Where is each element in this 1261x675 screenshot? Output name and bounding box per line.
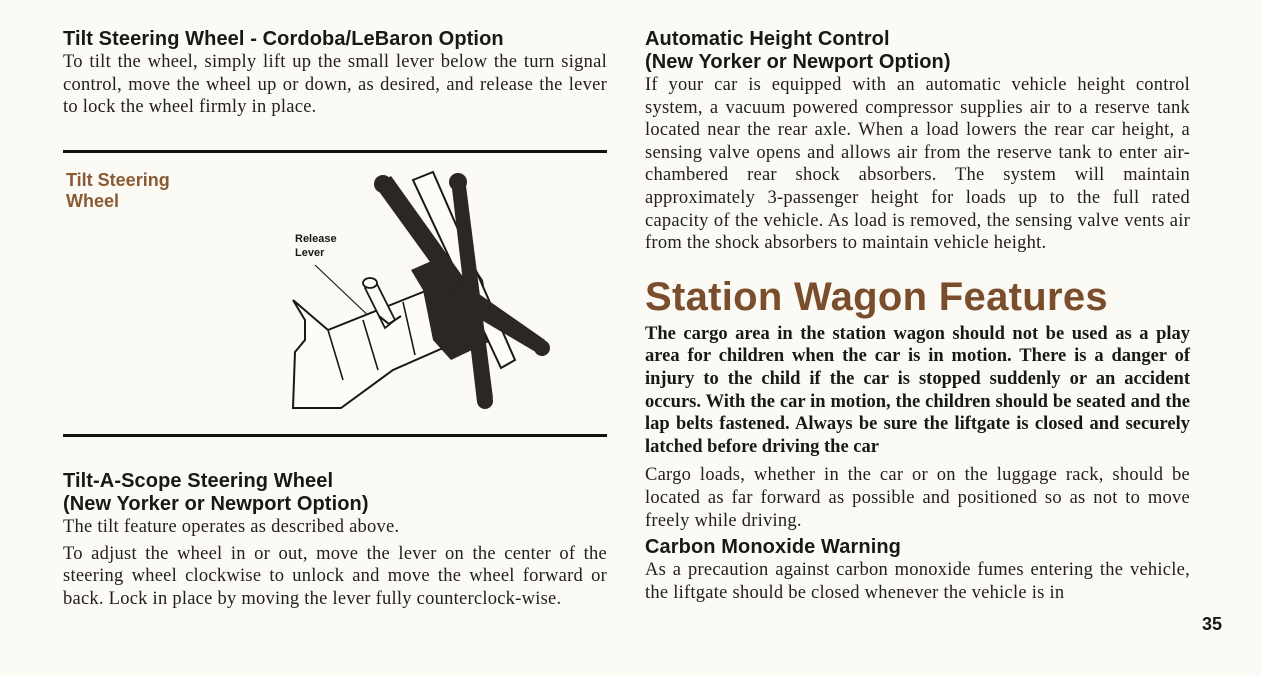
- carbon-monoxide-body: As a precaution against carbon monoxide fumes entering the vehicle, the liftgate should be closed whenever the vehicle is in: [645, 560, 1190, 603]
- left-column-lower: [63, 470, 607, 610]
- station-wagon-warning: The cargo area in the station wagon should not be used as a play area for children when the car is in motion. There is a danger of injury to the child if the car is stopped suddenly or an accident occurs. With the car in motion, the children should be seated and the lap belts fastened. Always be sure the liftgate is closed and securely latched before driving the car: [645, 323, 1190, 457]
- tilt-steering-figure: [63, 150, 607, 438]
- height-control-heading-line1: Automatic Height Control: [645, 28, 890, 50]
- height-control-heading-line2: (New Yorker or Newport Option): [645, 51, 951, 73]
- tilt-a-scope-heading-line2: (New Yorker or Newport Option): [63, 493, 369, 515]
- right-column: [645, 28, 1190, 604]
- page-number: 35: [1202, 614, 1223, 634]
- tilt-steering-wheel-illustration-icon: [283, 170, 563, 420]
- tilt-a-scope-para1: The tilt feature operates as described above.: [63, 517, 400, 537]
- release-lever-callout: Release Lever: [295, 233, 337, 259]
- station-wagon-title: Station Wagon Features: [645, 274, 1108, 319]
- tilt-steering-heading: Tilt Steering Wheel - Cordoba/LeBaron Option: [63, 28, 504, 50]
- tilt-a-scope-heading-line1: Tilt-A-Scope Steering Wheel: [63, 470, 334, 492]
- left-column-top: [63, 28, 607, 119]
- figure-top-rule: [63, 150, 607, 153]
- tilt-a-scope-para2: To adjust the wheel in or out, move the lever on the center of the steering wheel clockwise to unlock and move the wheel forward or back. Lock in place by moving the lever fully counterclock-wise.: [63, 543, 607, 609]
- figure-bottom-rule: [63, 434, 607, 437]
- cargo-loads-paragraph: Cargo loads, whether in the car or on the luggage rack, should be located as far forward as possible and positioned so as not to move freely while driving.: [645, 465, 1190, 531]
- tilt-steering-body: To tilt the wheel, simply lift up the small lever below the turn signal control, move the wheel up or down, as desired, and release the lever to lock the wheel firmly in place.: [63, 52, 607, 118]
- figure-caption: Tilt Steering Wheel: [66, 170, 170, 211]
- carbon-monoxide-heading: Carbon Monoxide Warning: [645, 536, 901, 559]
- height-control-body: If your car is equipped with an automatic vehicle height control system, a vacuum powered compressor supplies air to a reserve tank located near the rear axle. When a load lowers the rear car height, a sensing valve opens and allows air from the reserve tank to enter air-chambered rear shock absorbers. The system will maintain approximately 3-passenger height for loads up to the full rated capacity of the vehicle. As load is removed, the sensing valve vents air from the shock absorbers to maintain vehicle height.: [645, 75, 1190, 254]
